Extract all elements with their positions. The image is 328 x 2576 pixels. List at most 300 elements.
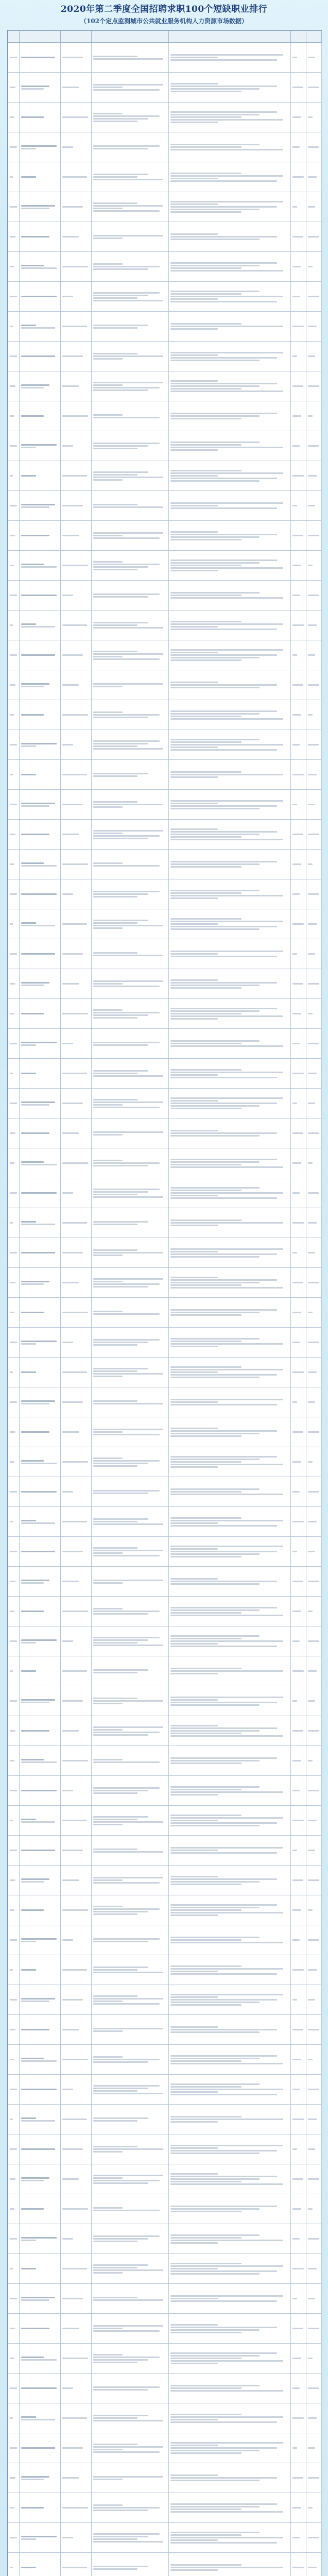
text-line [93, 2362, 137, 2363]
text-line [170, 744, 283, 745]
text-line [93, 2235, 160, 2237]
text-line [93, 2146, 137, 2147]
code-cell [61, 2164, 92, 2194]
code-cell [61, 1238, 92, 1268]
text-line [93, 1550, 163, 1551]
text-line [170, 1103, 277, 1104]
rank-cell [8, 43, 20, 73]
text-line [170, 1404, 277, 1405]
text-line [21, 1941, 36, 1942]
text-line [93, 2120, 137, 2122]
text-line [170, 805, 277, 807]
text-line [21, 1850, 55, 1851]
text-line [21, 325, 36, 326]
text-line [170, 2208, 260, 2210]
name-cell [20, 1358, 61, 1387]
dist-cell [169, 640, 291, 670]
name-cell [20, 1836, 61, 1866]
rank-cell [8, 1178, 20, 1208]
dist-cell [169, 730, 291, 760]
text-line [21, 1730, 49, 1732]
name-cell [20, 1626, 61, 1656]
text-line [21, 2177, 49, 2179]
dist-cell [169, 700, 291, 730]
header-cell [20, 31, 61, 43]
code-cell [61, 640, 92, 670]
text-line [292, 2537, 300, 2538]
table-row [8, 1358, 322, 1387]
text-line [292, 834, 303, 835]
text-line [10, 1401, 17, 1403]
text-line [62, 834, 79, 835]
text-line [308, 1431, 319, 1433]
num-cell [291, 760, 306, 790]
text-line [308, 684, 319, 686]
text-line [170, 357, 277, 359]
table-row [8, 1567, 322, 1597]
text-line [170, 1697, 283, 1698]
text-line [292, 624, 304, 626]
text-line [93, 1194, 137, 1195]
table-row [8, 2045, 322, 2075]
text-line [170, 747, 218, 748]
chg-cell [306, 2164, 322, 2194]
text-line [292, 355, 297, 357]
name-cell [20, 2463, 61, 2493]
text-line [10, 87, 15, 88]
rank-cell [8, 999, 20, 1029]
text-line [170, 1912, 283, 1913]
text-line [10, 1043, 17, 1044]
text-line [292, 2089, 300, 2090]
text-line [21, 1132, 49, 1134]
text-line [170, 1013, 241, 1014]
text-line [93, 2359, 148, 2361]
table-row [8, 461, 322, 491]
text-line [170, 1190, 241, 1191]
text-line [10, 804, 17, 805]
chg-cell [306, 2374, 322, 2403]
text-line [93, 891, 160, 892]
chg-cell [306, 1148, 322, 1178]
text-line [170, 1108, 241, 1109]
text-line [10, 1282, 15, 1283]
name-cell [20, 820, 61, 850]
table-row [8, 491, 322, 521]
text-line [170, 1760, 260, 1761]
code-cell [61, 342, 92, 371]
num-cell [291, 1746, 306, 1776]
text-line [21, 1312, 44, 1313]
table-row [8, 1686, 322, 1716]
text-line [93, 748, 163, 750]
text-line [93, 1851, 163, 1853]
code-cell [61, 371, 92, 401]
chg-cell [306, 2433, 322, 2463]
text-line [170, 2503, 277, 2505]
text-line [62, 505, 83, 506]
rank-cell [8, 2344, 20, 2374]
text-line [93, 1252, 163, 1253]
chg-cell [306, 1716, 322, 1746]
text-line [292, 146, 300, 148]
text-line [170, 863, 260, 865]
demand-cell [92, 1567, 169, 1597]
text-line [170, 1791, 283, 1793]
table-row [8, 342, 322, 371]
text-line [93, 84, 163, 86]
text-line [170, 657, 260, 658]
text-line [21, 865, 57, 867]
code-cell [61, 1417, 92, 1447]
text-line [170, 116, 241, 118]
text-line [170, 1287, 283, 1289]
table-row [8, 2015, 322, 2045]
text-line [170, 1702, 277, 1703]
demand-cell [92, 73, 169, 103]
name-cell [20, 1656, 61, 1686]
text-line [170, 1435, 241, 1437]
table-row [8, 999, 322, 1029]
dist-cell [169, 760, 291, 790]
text-line [308, 355, 315, 357]
text-line [170, 1399, 283, 1400]
text-line [308, 2447, 315, 2449]
chg-cell [306, 1925, 322, 1955]
text-line [170, 380, 218, 382]
header-cell [92, 31, 169, 43]
text-line [170, 2447, 277, 2449]
name-cell [20, 1059, 61, 1089]
rank-cell [8, 401, 20, 431]
code-cell [61, 2134, 92, 2164]
text-line [292, 266, 301, 267]
text-line [170, 1643, 218, 1645]
table-row [8, 132, 322, 162]
text-line [170, 472, 283, 474]
demand-cell [92, 2433, 169, 2463]
text-line [10, 1790, 17, 1791]
code-cell [61, 969, 92, 999]
text-line [308, 296, 319, 297]
demand-cell [92, 2523, 169, 2553]
name-cell [20, 700, 61, 730]
text-line [10, 624, 13, 626]
text-line [21, 922, 36, 924]
text-line [93, 2536, 148, 2537]
text-line [292, 1611, 301, 1612]
table-row [8, 1387, 322, 1417]
text-line [170, 178, 218, 179]
demand-cell [92, 312, 169, 342]
name-cell [20, 103, 61, 132]
num-cell [291, 282, 306, 312]
text-line [62, 1670, 87, 1672]
text-line [308, 445, 319, 447]
text-line [93, 1792, 137, 1794]
text-line [93, 1490, 160, 1492]
text-line [170, 293, 241, 295]
code-cell [61, 401, 92, 431]
table-row [8, 2105, 322, 2134]
text-line [93, 743, 148, 744]
name-cell [20, 1387, 61, 1417]
text-line [21, 2299, 49, 2301]
text-line [62, 953, 83, 955]
text-line [62, 206, 83, 208]
text-line [10, 1760, 14, 1761]
text-line [170, 1820, 218, 1821]
rank-cell [8, 1118, 20, 1148]
text-line [170, 2452, 241, 2454]
num-cell [291, 879, 306, 909]
text-line [10, 2089, 17, 2090]
text-line [93, 1613, 148, 1615]
num-cell [291, 2045, 306, 2075]
table-row [8, 1238, 322, 1268]
chg-cell [306, 1118, 322, 1148]
name-cell [20, 2224, 61, 2254]
text-line [10, 2238, 17, 2240]
text-line [62, 2298, 83, 2299]
chg-cell [306, 132, 322, 162]
text-line [170, 2121, 218, 2123]
num-cell [291, 1597, 306, 1626]
chg-cell [306, 1895, 322, 1925]
num-cell [291, 2105, 306, 2134]
text-line [93, 952, 137, 954]
text-line [170, 1825, 260, 1826]
text-line [292, 654, 297, 656]
code-cell [61, 1895, 92, 1925]
chg-cell [306, 1597, 322, 1626]
text-line [62, 1431, 79, 1433]
text-line [170, 1279, 277, 1281]
code-cell [61, 521, 92, 551]
text-line [21, 384, 49, 386]
chg-cell [306, 431, 322, 461]
text-line [170, 951, 283, 952]
text-line [170, 270, 283, 272]
text-line [170, 2234, 260, 2236]
text-line [170, 1876, 218, 1877]
text-line [62, 684, 79, 686]
text-line [170, 1730, 260, 1732]
demand-cell [92, 1866, 169, 1895]
text-line [170, 2390, 283, 2392]
num-cell [291, 1298, 306, 1328]
dist-cell [169, 2164, 291, 2194]
code-cell [61, 1118, 92, 1148]
text-line [170, 507, 277, 509]
text-line [10, 326, 13, 327]
text-line [170, 447, 283, 448]
text-line [21, 1283, 44, 1285]
text-line [308, 206, 315, 208]
chg-cell [306, 2284, 322, 2314]
text-line [170, 1884, 241, 1885]
num-cell [291, 431, 306, 461]
demand-cell [92, 1298, 169, 1328]
text-line [93, 358, 123, 360]
dist-cell [169, 1686, 291, 1716]
num-cell [291, 162, 306, 192]
num-cell [291, 1477, 306, 1507]
demand-cell [92, 1507, 169, 1537]
text-line [170, 1735, 283, 1737]
demand-cell [92, 1716, 169, 1746]
text-line [10, 2059, 14, 2060]
rank-cell [8, 2374, 20, 2403]
dist-cell [169, 103, 291, 132]
name-cell [20, 461, 61, 491]
text-line [21, 2029, 49, 2030]
text-line [21, 1761, 57, 1763]
text-line [170, 86, 277, 87]
rank-cell [8, 1567, 20, 1597]
text-line [93, 2151, 123, 2153]
chg-cell [306, 491, 322, 521]
name-cell [20, 73, 61, 103]
text-line [308, 2089, 319, 2090]
text-line [93, 658, 160, 660]
text-line [170, 2537, 283, 2538]
text-line [170, 2119, 283, 2120]
text-line [62, 1820, 87, 1821]
text-line [170, 979, 218, 981]
text-line [21, 1341, 57, 1342]
text-line [93, 955, 163, 956]
text-line [308, 1700, 315, 1702]
text-line [21, 623, 36, 625]
text-line [62, 1730, 79, 1732]
text-line [21, 2538, 36, 2540]
text-line [93, 1816, 148, 1818]
text-line [62, 1401, 83, 1403]
num-cell [291, 1985, 306, 2015]
demand-cell [92, 611, 169, 640]
text-line [93, 1938, 160, 1940]
text-line [62, 1222, 87, 1224]
dist-cell [169, 2045, 291, 2075]
text-line [93, 2533, 160, 2535]
rank-cell [8, 1716, 20, 1746]
rank-cell [8, 282, 20, 312]
num-cell [291, 1447, 306, 1477]
code-cell [61, 730, 92, 760]
text-line [170, 326, 283, 327]
dist-cell [169, 581, 291, 611]
text-line [10, 1999, 17, 2001]
text-line [170, 1546, 283, 1547]
text-line [93, 925, 163, 926]
demand-cell [92, 431, 169, 461]
text-line [93, 1882, 160, 1884]
text-line [292, 1730, 303, 1732]
num-cell [291, 2403, 306, 2433]
text-line [10, 2208, 14, 2210]
text-line [21, 714, 44, 716]
text-line [170, 1343, 283, 1345]
text-line [170, 413, 277, 414]
text-line [62, 624, 87, 626]
dist-cell [169, 2493, 291, 2523]
text-line [308, 236, 319, 238]
code-cell [61, 999, 92, 1029]
chg-cell [306, 2403, 322, 2433]
text-line [10, 266, 14, 267]
dist-cell [169, 1895, 291, 1925]
text-line [292, 2567, 304, 2568]
ranking-table [8, 30, 322, 2576]
rank-cell [8, 1029, 20, 1059]
text-line [21, 1371, 36, 1373]
text-line [170, 684, 277, 686]
text-line [21, 1878, 49, 1880]
text-line [21, 116, 44, 118]
demand-cell [92, 1059, 169, 1089]
text-line [62, 1073, 87, 1074]
text-line [93, 1645, 163, 1646]
text-line [170, 918, 241, 920]
num-cell [291, 1268, 306, 1298]
chg-cell [306, 1567, 322, 1597]
code-cell [61, 1776, 92, 1806]
rank-cell [8, 2493, 20, 2523]
chg-cell [306, 1656, 322, 1686]
text-line [62, 2208, 88, 2210]
num-cell [291, 640, 306, 670]
text-line [93, 353, 137, 354]
name-cell [20, 2254, 61, 2284]
num-cell [291, 371, 306, 401]
num-cell [291, 312, 306, 342]
text-line [170, 1314, 241, 1316]
rank-cell [8, 790, 20, 820]
demand-cell [92, 939, 169, 969]
text-line [93, 268, 148, 270]
text-line [10, 236, 15, 238]
text-line [292, 2148, 297, 2150]
table-row [8, 1955, 322, 1985]
text-line [308, 146, 319, 148]
table-row [8, 431, 322, 461]
text-line [170, 201, 283, 202]
table-row [8, 1059, 322, 1089]
table-header-row [8, 31, 322, 43]
dist-cell [169, 1836, 291, 1866]
text-line [292, 1312, 301, 1313]
num-cell [291, 491, 306, 521]
text-line [10, 834, 15, 835]
text-line [308, 2477, 319, 2479]
text-line [170, 88, 260, 90]
text-line [93, 2269, 163, 2271]
chg-cell [306, 1178, 322, 1208]
demand-cell [92, 2224, 169, 2254]
text-line [170, 1733, 241, 1734]
text-line [93, 176, 137, 178]
text-line [308, 1730, 319, 1732]
rank-cell [8, 1985, 20, 2015]
text-line [170, 209, 260, 210]
text-line [170, 531, 218, 533]
text-line [62, 1342, 73, 1343]
text-line [170, 892, 241, 894]
text-line [170, 1338, 260, 1340]
text-line [93, 1972, 163, 1973]
text-line [93, 2117, 148, 2119]
